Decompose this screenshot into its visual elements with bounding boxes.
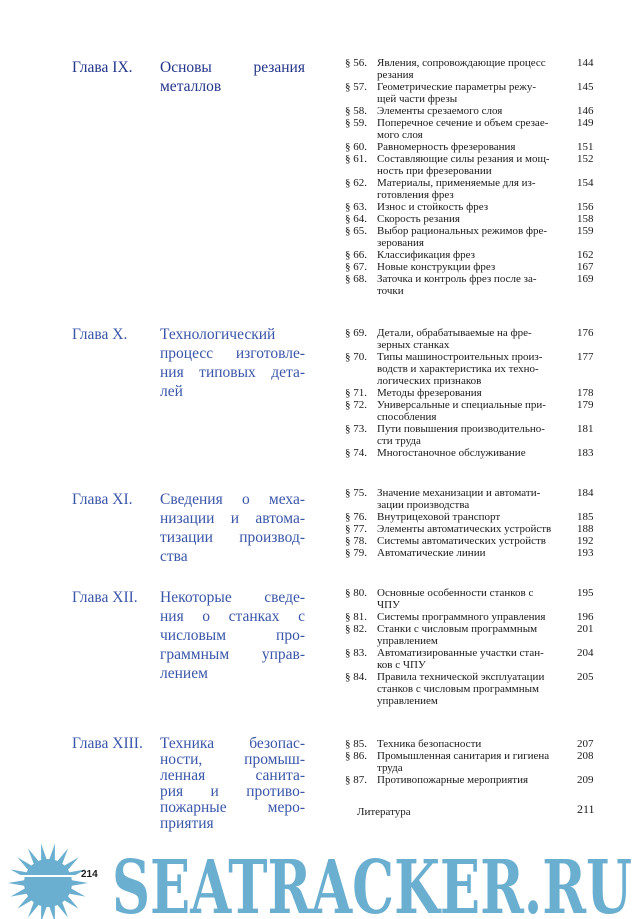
section-title <box>377 261 571 273</box>
section-number: § 85. <box>345 738 367 750</box>
section-page: 208 <box>577 750 594 762</box>
section-number: § 69. <box>345 327 367 339</box>
section-page: 209 <box>577 774 594 786</box>
chapter-title-line: числовым про- <box>160 627 305 644</box>
section-number: § 87. <box>345 774 367 786</box>
section-title <box>377 81 571 105</box>
sun-ray <box>41 844 47 862</box>
chapter-title-line: Основы резания <box>160 59 305 76</box>
section-title <box>377 750 571 774</box>
sun-ray <box>56 848 68 865</box>
section-title-line: Станки с числовым программным <box>377 623 538 635</box>
section-title <box>377 177 571 201</box>
section-number: § 63. <box>345 201 367 213</box>
section-page: 146 <box>577 105 594 117</box>
section-title <box>377 399 571 423</box>
chapter-title-line: приятия <box>160 815 214 832</box>
section-title-line: управлением <box>377 695 438 707</box>
section-title <box>377 623 571 647</box>
toc-entry[interactable] <box>345 141 607 153</box>
chapter-title-line: тизации производ- <box>160 529 305 546</box>
section-title <box>377 423 571 447</box>
toc-entry[interactable] <box>345 177 607 201</box>
section-page: 176 <box>577 327 594 339</box>
toc-entry[interactable] <box>345 213 607 225</box>
chapter-title-line: Некоторые сведе- <box>160 589 305 606</box>
section-page: 162 <box>577 249 594 261</box>
sun-ray <box>41 904 47 919</box>
section-number: § 82. <box>345 623 367 635</box>
section-title-line: Основные особенности станков с <box>377 587 534 599</box>
section-title <box>377 225 571 249</box>
toc-entry[interactable] <box>345 273 607 297</box>
section-title-line: Автоматизированные участки стан- <box>377 647 544 659</box>
section-page: 151 <box>577 141 594 153</box>
chapter-label: Глава XIII. <box>72 735 143 752</box>
section-title-line: Значение механизации и автомати- <box>377 487 541 499</box>
chapter-title-line: ния о станках с <box>160 608 305 625</box>
section-title <box>377 351 571 387</box>
chapter-title-line: граммным управ- <box>160 646 305 663</box>
toc-entry[interactable] <box>345 201 607 213</box>
section-number: § 59. <box>345 117 367 129</box>
section-page: 196 <box>577 611 594 623</box>
section-page: 204 <box>577 647 594 659</box>
section-page: 167 <box>577 261 594 273</box>
toc-entry[interactable] <box>345 535 607 547</box>
section-title-line: Пути повышения производительно- <box>377 423 545 435</box>
toc-entry[interactable] <box>345 774 607 786</box>
section-number: § 79. <box>345 547 367 559</box>
page-number: 214 <box>81 869 98 880</box>
chapter-title <box>160 58 305 96</box>
section-title-line: Заточка и контроль фрез после за- <box>377 273 537 285</box>
section-page: 181 <box>577 423 594 435</box>
section-number: § 56. <box>345 57 367 69</box>
section-title-line: зации производства <box>377 499 470 511</box>
section-title-line: Геометрические параметры режу- <box>377 81 537 93</box>
section-page: 185 <box>577 511 594 523</box>
toc-entry[interactable] <box>345 511 607 523</box>
section-title <box>377 249 571 261</box>
section-title <box>377 213 571 225</box>
section-list <box>345 57 607 297</box>
sun-ray <box>63 857 79 871</box>
section-number: § 58. <box>345 105 367 117</box>
section-title <box>377 447 571 459</box>
section-title <box>377 511 571 523</box>
section-number: § 65. <box>345 225 367 237</box>
sun-ray <box>10 888 28 897</box>
chapter-title-line: рия и противо- <box>160 783 305 800</box>
section-page: 183 <box>577 447 594 459</box>
section-title <box>377 273 571 297</box>
section-title <box>377 671 571 707</box>
literature-label: Литература <box>357 806 411 818</box>
toc-entry[interactable] <box>345 153 607 177</box>
toc-entry[interactable] <box>345 611 607 623</box>
toc-entry[interactable] <box>345 225 607 249</box>
toc-entry[interactable] <box>345 423 607 447</box>
toc-entry[interactable] <box>345 387 607 399</box>
section-title-line: Многостаночное обслуживание <box>377 447 526 459</box>
section-number: § 78. <box>345 535 367 547</box>
sun-ray <box>28 848 40 865</box>
sun-ray <box>49 844 55 862</box>
section-title-line: способления <box>377 411 437 423</box>
chapter-label: Глава XII. <box>72 589 138 606</box>
section-title-line: резания <box>377 69 414 81</box>
toc-entry[interactable] <box>345 738 607 750</box>
section-page: 192 <box>577 535 594 547</box>
section-page: 145 <box>577 81 594 93</box>
section-title <box>377 201 571 213</box>
section-title-line: Элементы срезаемого слоя <box>377 105 503 117</box>
toc-entry[interactable] <box>345 647 607 671</box>
section-title-line: ность при фрезеровании <box>377 165 492 177</box>
section-page: 159 <box>577 225 594 237</box>
section-title-line: логических признаков <box>377 375 482 387</box>
chapter-title-line: Техника безопас- <box>160 735 305 752</box>
toc-entry[interactable] <box>345 623 607 647</box>
section-page: 169 <box>577 273 594 285</box>
chapter-title-line: процесс изготовле- <box>160 345 305 362</box>
section-number: § 75. <box>345 487 367 499</box>
chapter-title-line: лей <box>160 383 183 400</box>
section-page: 205 <box>577 671 594 683</box>
sun-ray <box>67 888 85 897</box>
chapter-title-line: Технологический <box>160 326 276 343</box>
section-number: § 66. <box>345 249 367 261</box>
section-title <box>377 547 571 559</box>
toc-entry[interactable] <box>345 57 607 81</box>
section-title <box>377 647 571 671</box>
toc-entry[interactable] <box>345 399 607 423</box>
section-title-line: зерных станках <box>377 339 450 351</box>
toc-entry[interactable] <box>345 447 607 459</box>
section-page: 207 <box>577 738 594 750</box>
section-title <box>377 117 571 141</box>
section-title <box>377 327 571 351</box>
section-title-line: Методы фрезерования <box>377 387 482 399</box>
section-title-line: труда <box>377 762 403 774</box>
section-number: § 61. <box>345 153 367 165</box>
section-page: 149 <box>577 117 594 129</box>
section-title-line: Правила технической эксплуатации <box>377 671 545 683</box>
section-page: 195 <box>577 587 594 599</box>
section-title <box>377 105 571 117</box>
section-number: § 60. <box>345 141 367 153</box>
section-title-line: Промышленная санитария и гигиена <box>377 750 550 762</box>
section-number: § 67. <box>345 261 367 273</box>
chapter-title-line: ства <box>160 548 188 565</box>
section-title-line: сти труда <box>377 435 421 447</box>
section-title-line: Системы программного управления <box>377 611 546 623</box>
toc-entry[interactable] <box>345 351 607 387</box>
section-title-line: готовления фрез <box>377 189 454 201</box>
section-number: § 62. <box>345 177 367 189</box>
sun-ray <box>10 869 28 878</box>
toc-entry[interactable] <box>345 671 607 707</box>
section-title-line: Выбор рациональных режимов фре- <box>377 225 548 237</box>
toc-entry[interactable] <box>345 261 607 273</box>
section-title <box>377 774 571 786</box>
section-title-line: ков с ЧПУ <box>377 659 426 671</box>
section-title-line: Материалы, применяемые для из- <box>377 177 536 189</box>
section-title-line: Поперечное сечение и объем срезае- <box>377 117 549 129</box>
chapter-title-line: пожарные меро- <box>160 799 305 816</box>
section-title-line: Износ и стойкость фрез <box>377 201 489 213</box>
section-title-line: Составляющие силы резания и мощ- <box>377 153 550 165</box>
chapter-title-line: ния типовых дета- <box>160 364 305 381</box>
chapter-title <box>160 490 305 566</box>
section-title-line: Детали, обрабатываемые на фре- <box>377 327 532 339</box>
section-title-line: Равномерность фрезерования <box>377 141 516 153</box>
section-title-line: Типы машиностроительных произ- <box>377 351 543 363</box>
section-number: § 83. <box>345 647 367 659</box>
chapter-title-line: ленная санита- <box>160 767 305 784</box>
section-title <box>377 535 571 547</box>
section-title-line: зерования <box>377 237 424 249</box>
sun-ray <box>70 880 88 886</box>
section-title <box>377 57 571 81</box>
section-title <box>377 487 571 511</box>
section-title-line: щей части фрезы <box>377 93 458 105</box>
section-page: 152 <box>577 153 594 165</box>
section-page: 154 <box>577 177 594 189</box>
section-title-line: станков с числовым программным <box>377 683 539 695</box>
toc-entry[interactable] <box>345 523 607 535</box>
toc-entry[interactable] <box>345 105 607 117</box>
section-title <box>377 587 571 611</box>
sun-ray <box>63 895 79 909</box>
section-number: § 76. <box>345 511 367 523</box>
literature-page: 211 <box>577 802 595 816</box>
section-number: § 81. <box>345 611 367 623</box>
sun-ray <box>17 895 33 909</box>
watermark-text: SEATRACKER.RU <box>112 845 632 919</box>
section-number: § 77. <box>345 523 367 535</box>
chapter-title-line: Сведения о меха- <box>160 491 305 508</box>
chapter-title-line: лением <box>160 665 208 682</box>
section-page: 188 <box>577 523 594 535</box>
section-title-line: Автоматические линии <box>377 547 486 559</box>
chapter-title <box>160 588 305 683</box>
chapter-label: Глава IX. <box>72 59 133 76</box>
toc-entry[interactable] <box>345 249 607 261</box>
section-number: § 74. <box>345 447 367 459</box>
chapter-title-line: ности, промыш- <box>160 751 305 768</box>
section-title-line: Внутрицеховой транспорт <box>377 511 501 523</box>
section-number: § 73. <box>345 423 367 435</box>
section-page: 179 <box>577 399 594 411</box>
section-title-line: Универсальные и специальные при- <box>377 399 546 411</box>
sun-ray <box>28 900 40 917</box>
section-title-line: ЧПУ <box>377 599 400 611</box>
section-number: § 70. <box>345 351 367 363</box>
section-title-line: Системы автоматических устройств <box>377 535 546 547</box>
sun-icon <box>8 844 88 919</box>
section-title <box>377 153 571 177</box>
section-title-line: Скорость резания <box>377 213 460 225</box>
section-page: 144 <box>577 57 594 69</box>
sun-ray <box>49 904 55 919</box>
chapter-title-line: металлов <box>160 78 222 95</box>
section-title <box>377 523 571 535</box>
section-number: § 71. <box>345 387 367 399</box>
section-page: 177 <box>577 351 594 363</box>
section-title-line: водств и характеристика их техно- <box>377 363 539 375</box>
toc-entry[interactable] <box>345 81 607 105</box>
section-number: § 86. <box>345 750 367 762</box>
section-list <box>345 327 607 459</box>
toc-entry[interactable] <box>345 547 607 559</box>
section-page: 201 <box>577 623 594 635</box>
sun-ray <box>56 900 68 917</box>
section-page: 193 <box>577 547 594 559</box>
section-title <box>377 738 571 750</box>
section-list <box>345 738 607 786</box>
section-title <box>377 387 571 399</box>
section-title-line: Явления, сопровождающие процесс <box>377 57 546 69</box>
section-title-line: Новые конструкции фрез <box>377 261 496 273</box>
toc-entry[interactable] <box>345 487 607 511</box>
section-title-line: Классификация фрез <box>377 249 476 261</box>
section-title-line: управлением <box>377 635 438 647</box>
section-title <box>377 141 571 153</box>
chapter-title-line: низации и автома- <box>160 510 305 527</box>
section-number: § 57. <box>345 81 367 93</box>
section-number: § 80. <box>345 587 367 599</box>
section-number: § 64. <box>345 213 367 225</box>
section-list <box>345 487 607 559</box>
chapter-label: Глава XI. <box>72 491 133 508</box>
toc-entry[interactable] <box>345 750 607 774</box>
section-page: 184 <box>577 487 594 499</box>
section-page: 156 <box>577 201 594 213</box>
chapter-title <box>160 325 305 401</box>
section-title-line: мого слоя <box>377 129 423 141</box>
section-title <box>377 611 571 623</box>
sun-ray <box>17 857 33 871</box>
section-number: § 68. <box>345 273 367 285</box>
section-title-line: Элементы автоматических устройств <box>377 523 552 535</box>
toc-entry[interactable] <box>345 117 607 141</box>
section-title-line: Противопожарные мероприятия <box>377 774 529 786</box>
section-number: § 84. <box>345 671 367 683</box>
section-page: 178 <box>577 387 594 399</box>
chapter-label: Глава X. <box>72 326 128 343</box>
section-number: § 72. <box>345 399 367 411</box>
section-title-line: точки <box>377 285 404 297</box>
sun-ray <box>8 880 26 886</box>
chapter-title <box>160 736 305 832</box>
section-page: 158 <box>577 213 594 225</box>
section-title-line: Техника безопасности <box>377 738 482 750</box>
section-list <box>345 587 607 707</box>
toc-entry[interactable] <box>345 587 607 611</box>
toc-entry[interactable] <box>345 327 607 351</box>
